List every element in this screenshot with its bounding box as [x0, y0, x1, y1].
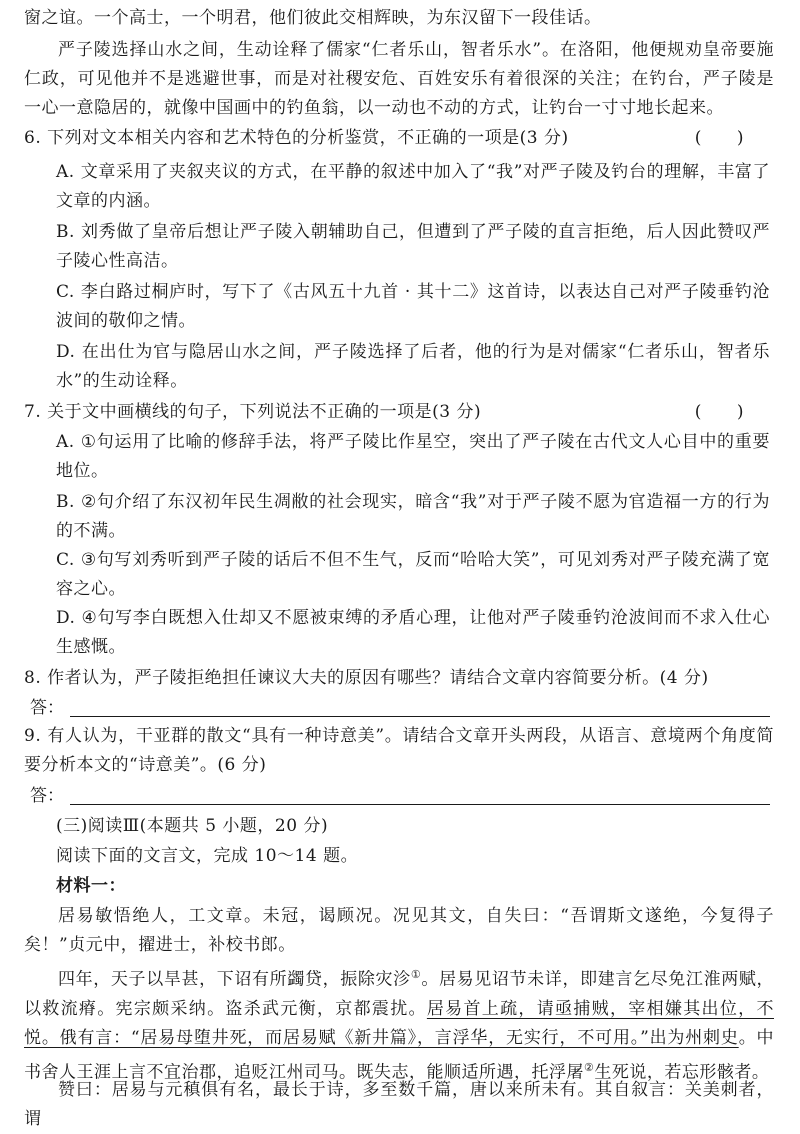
footnote-marker[interactable]: ② — [584, 1060, 595, 1074]
question-7-option-b: B. ②句介绍了东汉初年民生凋敝的社会现实，暗含“我”对于严子陵不愿为官造福一方的行为的不满。 — [56, 492, 770, 541]
question-6-option-b: B. 刘秀做了皇帝后想让严子陵入朝辅助自己，但遭到了严子陵的直言拒绝，后人因此赞叹严子陵心性高洁。 — [56, 222, 770, 271]
question-6-option-d: D. 在出仕为官与隐居山水之间，严子陵选择了后者，他的行为是对儒家“仁者乐山，智者乐水”的生动诠释。 — [56, 342, 770, 391]
question-7-option-a: A. ①句运用了比喻的修辞手法，将严子陵比作星空，突出了严子陵在古代文人心目中的重要地位。 — [56, 432, 770, 481]
classical-text-paragraph-1: 居易敏悟绝人，工文章。未冠，谒顾况。况见其文，自失曰：“吾谓斯文遂绝，今复得子矣！”贞元中，擢进士，补校书郎。 — [24, 906, 774, 955]
question-6-text: 6. 下列对文本相关内容和艺术特色的分析鉴赏，不正确的一项是(3 分) — [24, 128, 569, 148]
para2-text: 。居易见诏节未详，即建言乞尽免江淮两赋，以救流瘠。宪宗颇采纳。盗杀武元衡，京都震扰。 — [24, 969, 774, 1019]
passage-line-continuation: 窗之谊。一个高士，一个明君，他们彼此交相辉映，为东汉留下一段佳话。 — [24, 8, 602, 28]
para2-text: 生死说，若忘形骸者。 — [594, 1062, 770, 1083]
section-instruction: 阅读下面的文言文，完成 10～14 题。 — [56, 846, 359, 866]
section-heading: (三)阅读Ⅲ(本题共 5 小题，20 分) — [56, 816, 329, 836]
question-7-stem — [24, 398, 774, 427]
para2-text: 四年，天子以旱甚，下诏有所蠲贷，振除灾沴 — [58, 969, 411, 990]
passage-paragraph: 严子陵选择山水之间，生动诠释了儒家“仁者乐山，智者乐水”。在洛阳，他便规劝皇帝要施仁政，可见他并不是逃避世事，而是对社稷安危、百姓安乐有着很深的关注；在钓台，严子陵是一心一意隐居的，就像中国画中的钓鱼翁，以一动也不动的方式，让钓台一寸寸地长起来。 — [24, 40, 774, 118]
footnote-marker[interactable]: ① — [410, 968, 422, 981]
question-6-option-a: A. 文章采用了夹叙夹议的方式，在平静的叙述中加入了“我”对严子陵及钓台的理解，丰富了文章的内涵。 — [56, 162, 770, 211]
answer-paren: ( ) — [694, 402, 744, 422]
answer-paren: ( ) — [694, 128, 744, 148]
para2-text: 。中书舍人王涯上言不宜治郡，追贬江州司马。既失志，能顺适所遇，托浮屠 — [24, 1027, 775, 1083]
answer-label: 答： — [30, 786, 64, 806]
question-6-stem — [24, 124, 774, 153]
question-8-stem: 8. 作者认为，严子陵拒绝担任谏议大夫的原因有哪些？请结合文章内容简要分析。(4 分) — [24, 668, 709, 688]
answer-line[interactable] — [70, 782, 770, 805]
answer-label: 答： — [30, 698, 64, 718]
material-label: 材料一： — [56, 876, 126, 896]
underlined-sentence: 居易首上疏，请亟捕贼，宰相嫌其出位，不悦。俄有言：“居易母堕井死，而居易赋《新井篇》，言浮华，无实行，不可用。”出为州刺史 — [24, 998, 774, 1048]
answer-line[interactable] — [70, 694, 770, 717]
question-7-option-d: D. ④句写李白既想入仕却又不愿被束缚的矛盾心理，让他对严子陵垂钓沧波间而不求入仕心生感慨。 — [56, 608, 770, 657]
classical-text-paragraph-2 — [24, 960, 774, 1087]
question-9-stem: 9. 有人认为，干亚群的散文“具有一种诗意美”。请结合文章开头两段，从语言、意境两个角度简要分析本文的“诗意美”。(6 分) — [24, 726, 774, 775]
question-7-option-c: C. ③句写刘秀听到严子陵的话后不但不生气，反而“哈哈大笑”，可见刘秀对严子陵充满了宽容之心。 — [56, 550, 770, 599]
question-7-text: 7. 关于文中画横线的句子，下列说法不正确的一项是(3 分) — [24, 402, 482, 422]
question-6-option-c: C. 李白路过桐庐时，写下了《古风五十九首 · 其十二》这首诗，以表达自己对严子陵垂钓沧波间的敬仰之情。 — [56, 282, 770, 331]
classical-text-paragraph-3: 赞曰：居易与元稹俱有名，最长于诗，多至数千篇，唐以来所未有。其自叙言：关美刺者，谓 — [24, 1080, 774, 1129]
